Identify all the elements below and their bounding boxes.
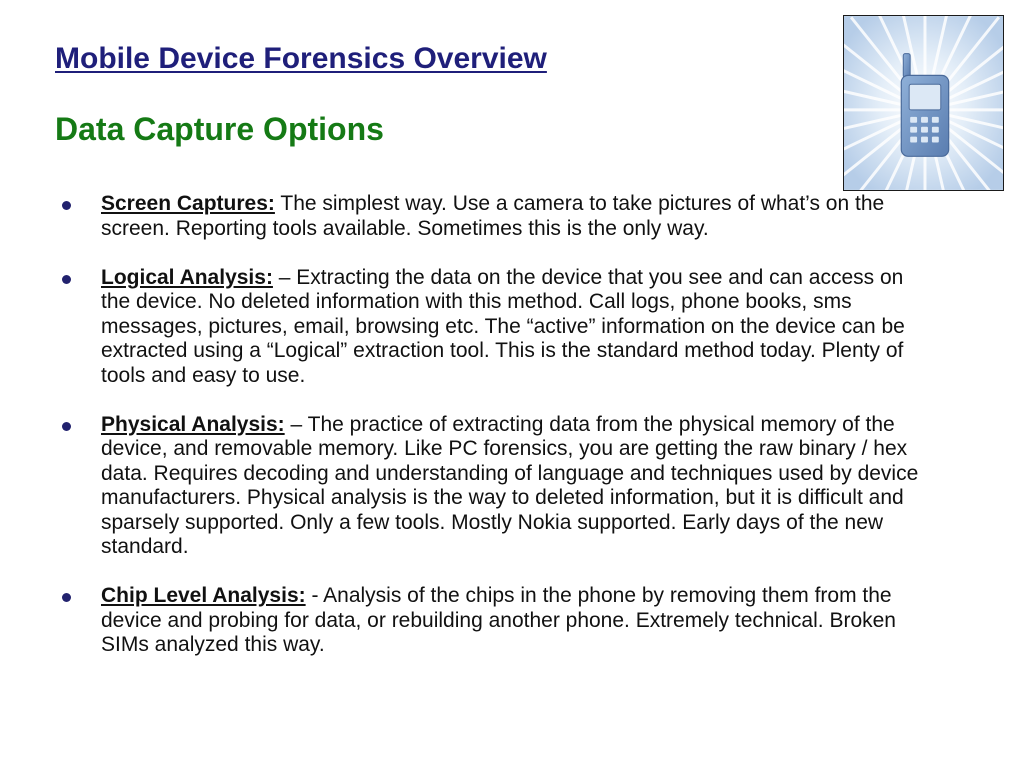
slide-subtitle: Data Capture Options [55,111,384,147]
slide-title: Mobile Device Forensics Overview [55,42,547,75]
bullet-text: - Analysis of the chips in the phone by removing them from the device and probing for data, or rebuilding another phone. Extremely technical. Broken SIMs analyzed this way. [101,584,896,656]
bullet-item-logical-analysis [62,266,932,389]
bullet-term: Chip Level Analysis: [101,584,306,607]
bullet-text: – The practice of extracting data from the physical memory of the device, and removable memory. Like PC forensics, you are getting the raw binary / hex data. Requires decoding and understanding of language and techniques used by device manufacturers. Physical analysis is the way to deleted information, but it is difficult and sparsely supported. Only a few tools. Mostly Nokia supported. Early days of the new standard. [101,412,919,558]
bullet-term: Screen Captures: [101,192,275,215]
cell-phone-icon [844,16,1003,190]
bullet-dot [62,422,71,431]
bullet-item-chip-level-analysis [62,584,932,658]
bullet-dot [62,201,71,210]
bullet-term: Logical Analysis: [101,265,273,289]
bullet-dot [62,593,71,602]
bullet-text: – Extracting the data on the device that you see and can access on the device. No deleted information with this method. Call logs, phone books, sms messages, pictures, email, browsing etc. The “active” information on the device can be extracted using a “Logical” extraction tool. This is the standard method today. Plenty of tools and easy to use. [101,265,905,387]
bullet-term: Physical Analysis: [101,412,285,436]
bullet-item-screen-captures [62,192,932,241]
bullet-dot [62,275,71,284]
bullet-text: The simplest way. Use a camera to take pictures of what’s on the screen. Reporting tools available. Sometimes this is the only way. [101,192,885,240]
bullet-item-physical-analysis [62,413,932,560]
bullet-list [62,192,932,658]
cell-phone-clipart [843,15,1004,191]
